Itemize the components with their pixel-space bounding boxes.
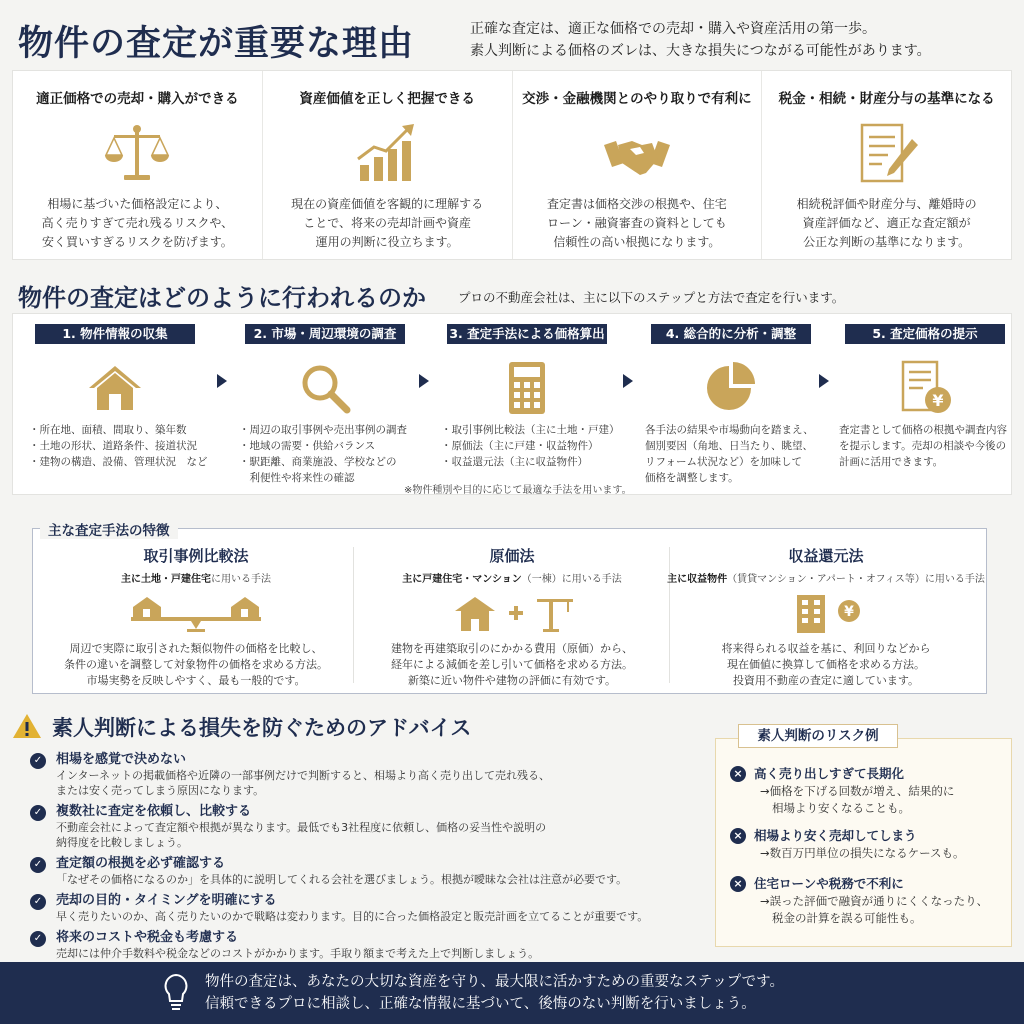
step-line: ・所在地、面積、間取り、築年数 bbox=[29, 424, 187, 436]
risk-title: 住宅ローンや税務で不利に bbox=[754, 876, 904, 891]
reasons-panel bbox=[12, 70, 1012, 260]
reason-line: 信頼性の高い根拠になります。 bbox=[553, 235, 721, 249]
reason-line: 相場に基づいた価格設定により、 bbox=[47, 197, 228, 211]
reason-line: 安く買いすぎるリスクを防げます。 bbox=[41, 235, 233, 249]
process-note: プロの不動産会社は、主に以下のステップと方法で査定を行います。 bbox=[458, 290, 845, 305]
process-step bbox=[227, 314, 423, 494]
page-title: 物件の査定が重要な理由 bbox=[18, 23, 415, 64]
method-subtitle-bold: 主に戸建住宅・マンション bbox=[402, 574, 522, 585]
step-line: 利便性や将来性の確認 bbox=[239, 472, 355, 484]
advice-text bbox=[56, 820, 710, 850]
reason-card bbox=[263, 71, 513, 259]
advice-line: 早く売りたいのか、高く売りたいのかで戦略は変わります。目的に合った価格設定と販売計画を立てることが重要です。 bbox=[56, 910, 649, 923]
document-pen-icon bbox=[852, 119, 922, 189]
reason-line: 相続税評価や財産分与、離婚時の bbox=[796, 197, 977, 211]
step-line: 各手法の結果や市場動向を踏まえ、 bbox=[645, 424, 814, 436]
advice-text bbox=[56, 909, 710, 924]
advice-title: 将来のコストや税金も考慮する bbox=[56, 930, 239, 945]
method-card bbox=[37, 545, 355, 689]
risk-text bbox=[730, 783, 1001, 817]
risk-item bbox=[730, 827, 1001, 862]
step-line: ・原価法（主に戸建・収益物件） bbox=[441, 440, 599, 452]
header-intro bbox=[470, 18, 931, 62]
advice-title: 相場を感覚で決めない bbox=[56, 752, 187, 767]
step-title: 2. 市場・周辺環境の調査 bbox=[245, 324, 405, 344]
check-icon: ✓ bbox=[30, 805, 46, 821]
process-step bbox=[429, 314, 625, 494]
reason-line: 査定書は価格交渉の根拠や、住宅 bbox=[546, 197, 727, 211]
method-line: 投資用不動産の査定に適しています。 bbox=[732, 674, 920, 687]
step-line: ・駅距離、商業施設、学校などの bbox=[239, 456, 397, 468]
page-header bbox=[18, 10, 1008, 66]
step-title: 5. 査定価格の提示 bbox=[845, 324, 1005, 344]
risk-line: 相場より安くなることも。 bbox=[772, 801, 910, 815]
step-arrow-icon bbox=[623, 374, 633, 388]
advice-line: 不動産会社によって査定額や根拠が異なります。最低でも3社程度に依頼し、価格の妥当性や説明の bbox=[56, 821, 547, 834]
step-text bbox=[645, 422, 823, 486]
scale-icon bbox=[102, 119, 172, 189]
lightbulb-icon bbox=[160, 972, 192, 1014]
methods-panel bbox=[32, 528, 987, 694]
step-line: ・土地の形状、道路条件、接道状況 bbox=[29, 440, 197, 452]
reason-line: 高く売りすぎて売れ残るリスクや、 bbox=[41, 216, 234, 230]
reason-title: 税金・相続・財産分与の基準になる bbox=[778, 91, 995, 107]
step-line: ・建物の構造、設備、管理状況 など bbox=[29, 456, 208, 468]
step-line: 個別要因（角地、日当たり、眺望、 bbox=[645, 440, 813, 452]
method-line: 周辺で実際に取引された類似物件の価格を比較し、 bbox=[69, 642, 323, 655]
method-line: 条件の違いを調整して対象物件の価格を求める方法。 bbox=[64, 658, 328, 671]
house-plus-crane-icon bbox=[437, 593, 587, 633]
step-line: リフォーム状況など）を加味して bbox=[645, 456, 802, 468]
risk-title: 相場より安く売却してしまう bbox=[754, 828, 917, 843]
method-subtitle bbox=[353, 570, 671, 585]
cross-icon: × bbox=[730, 766, 746, 782]
step-title: 1. 物件情報の収集 bbox=[35, 324, 195, 344]
footer-line-1: 物件の査定は、あなたの大切な資産を守り、最大限に活かすための重要なステップです。 bbox=[205, 974, 784, 990]
advice-item bbox=[30, 804, 710, 850]
magnifier-icon bbox=[295, 358, 355, 418]
advice-text bbox=[56, 768, 710, 798]
step-line: ・周辺の取引事例や売出事例の調査 bbox=[239, 424, 407, 436]
cross-icon: × bbox=[730, 876, 746, 892]
advice-item bbox=[30, 930, 710, 961]
risk-title: 高く売り出しすぎて長期化 bbox=[754, 766, 905, 781]
intro-line-1: 正確な査定は、適正な価格での売却・購入や資産活用の第一歩。 bbox=[470, 21, 876, 37]
reason-line: 公正な判断の基準になります。 bbox=[803, 235, 971, 249]
advice-line: または安く売ってしまう原因になります。 bbox=[56, 784, 265, 797]
method-title: 原価法 bbox=[489, 547, 535, 565]
step-line: 計画に活用できます。 bbox=[839, 456, 944, 468]
footer-text bbox=[205, 971, 784, 1015]
house-icon bbox=[85, 358, 145, 418]
method-line: 新築に近い物件や建物の評価に有効です。 bbox=[407, 674, 617, 687]
methods-label: 主な査定手法の特徴 bbox=[40, 519, 178, 539]
risk-item bbox=[730, 875, 1001, 927]
check-icon: ✓ bbox=[30, 753, 46, 769]
risk-line: →価格を下げる回数が増え、結果的に bbox=[760, 784, 955, 798]
advice-line: 売却には仲介手数料や税金などのコストがかかります。手取り額まで考えた上で判断しましょう。 bbox=[56, 947, 540, 960]
process-heading: 物件の査定はどのように行われるのか bbox=[18, 283, 426, 312]
reason-line: 現在の資産価値を客観的に理解する bbox=[291, 197, 484, 211]
step-arrow-icon bbox=[217, 374, 227, 388]
risk-text bbox=[730, 893, 1001, 927]
advice-item bbox=[30, 893, 710, 924]
footer-line-2: 信頼できるプロに相談し、正確な情報に基づいて、後悔のない判断を行いましょう。 bbox=[205, 996, 756, 1012]
advice-line: 「なぜその価格になるのか」を具体的に説明してくれる会社を選びましょう。根拠が曖昧な会社は注意が必要です。 bbox=[56, 873, 628, 886]
method-card bbox=[353, 545, 671, 689]
risk-text bbox=[730, 845, 1001, 862]
check-icon: ✓ bbox=[30, 857, 46, 873]
method-text bbox=[667, 641, 985, 689]
balance-houses-icon bbox=[121, 593, 271, 633]
reason-card bbox=[762, 71, 1011, 259]
risk-item bbox=[730, 765, 1001, 817]
method-line: 現在価値に換算して価格を求める方法。 bbox=[727, 658, 925, 671]
growth-chart-icon bbox=[352, 119, 422, 189]
step-text bbox=[441, 422, 619, 470]
svg-text:¥: ¥ bbox=[932, 391, 944, 410]
intro-line-2: 素人判断による価格のズレは、大きな損失につながる可能性があります。 bbox=[470, 43, 931, 59]
method-line: 建物を再建築取引のにかかる費用（原価）から、 bbox=[391, 642, 633, 655]
method-subtitle-bold: 主に収益物件 bbox=[667, 574, 728, 585]
method-subtitle bbox=[37, 570, 355, 585]
step-title: 3. 査定手法による価格算出 bbox=[447, 324, 607, 344]
method-subtitle-rest: （一棟）に用いる手法 bbox=[521, 574, 622, 585]
process-step bbox=[633, 314, 829, 494]
process-panel bbox=[12, 313, 1012, 495]
method-subtitle-rest: に用いる手法 bbox=[211, 574, 271, 585]
step-line: ・取引事例比較法（主に土地・戸建） bbox=[441, 424, 620, 436]
reason-line: ことで、将来の売却計画や資産 bbox=[303, 216, 471, 230]
step-title: 4. 総合的に分析・調整 bbox=[651, 324, 811, 344]
yen-report-icon bbox=[895, 358, 955, 418]
reason-text bbox=[772, 195, 1001, 252]
advice-title: 査定額の根拠を必ず確認する bbox=[56, 856, 226, 871]
step-line: を提示します。売却の相談や今後の bbox=[839, 440, 1007, 452]
reason-line: 運用の判断に役立ちます。 bbox=[315, 235, 459, 249]
step-line: 価格を調整します。 bbox=[645, 472, 739, 484]
step-text bbox=[839, 422, 1017, 470]
method-subtitle-bold: 主に土地・戸建住宅 bbox=[121, 574, 211, 585]
step-text bbox=[239, 422, 417, 486]
pie-chart-icon bbox=[701, 358, 761, 418]
calculator-icon bbox=[497, 358, 557, 418]
method-title: 取引事例比較法 bbox=[143, 547, 249, 565]
step-arrow-icon bbox=[419, 374, 429, 388]
advice-title: 売却の目的・タイミングを明確にする bbox=[56, 893, 277, 908]
method-text bbox=[37, 641, 355, 689]
advice-heading: 素人判断による損失を防ぐためのアドバイス bbox=[52, 715, 472, 740]
warning-icon bbox=[12, 712, 42, 740]
reason-line: ローン・融資審査の資料としても bbox=[546, 216, 727, 230]
reason-title: 資産価値を正しく把握できる bbox=[299, 91, 475, 107]
process-step bbox=[17, 314, 213, 494]
svg-text:¥: ¥ bbox=[844, 604, 854, 620]
method-subtitle-rest: （賃貸マンション・アパート・オフィス等）に用いる手法 bbox=[727, 574, 985, 585]
risk-label: 素人判断のリスク例 bbox=[738, 724, 898, 748]
advice-line: 納得度を比較しましょう。 bbox=[56, 836, 188, 849]
process-step bbox=[827, 314, 1023, 494]
advice-item bbox=[30, 752, 710, 798]
risk-line: →数百万円単位の損失になるケースも。 bbox=[760, 846, 965, 860]
risk-box bbox=[715, 738, 1012, 947]
check-icon: ✓ bbox=[30, 894, 46, 910]
risk-line: 税金の計算を誤る可能性も。 bbox=[772, 911, 922, 925]
advice-list bbox=[30, 752, 710, 967]
step-line: 査定書として価格の根拠や調査内容 bbox=[839, 424, 1007, 436]
advice-title: 複数社に査定を依頼し、比較する bbox=[56, 804, 252, 819]
risk-line: →誤った評価で融資が通りにくくなったり、 bbox=[760, 894, 989, 908]
reason-text bbox=[23, 195, 252, 252]
cross-icon: × bbox=[730, 828, 746, 844]
reason-card bbox=[13, 71, 263, 259]
method-card bbox=[667, 545, 985, 689]
reason-line: 資産評価など、適正な査定額が bbox=[802, 216, 971, 230]
step-line: ・地域の需要・供給バランス bbox=[239, 440, 376, 452]
reason-text bbox=[273, 195, 502, 252]
advice-item bbox=[30, 856, 710, 887]
reason-title: 適正価格での売却・購入ができる bbox=[36, 91, 239, 107]
process-footnote: ※物件種別や目的に応じて最適な手法を用います。 bbox=[404, 485, 632, 496]
advice-text bbox=[56, 946, 710, 961]
method-line: 将来得られる収益を基に、利回りなどから bbox=[721, 642, 931, 655]
advice-line: インターネットの掲載価格や近隣の一部事例だけで判断すると、相場より高く売り出して売れ残る、 bbox=[56, 769, 551, 782]
step-text bbox=[29, 422, 207, 470]
step-line: ・収益還元法（主に収益物件） bbox=[441, 456, 588, 468]
advice-text bbox=[56, 872, 710, 887]
reason-title: 交渉・金融機関とのやり取りで有利に bbox=[522, 91, 752, 107]
handshake-icon bbox=[602, 119, 672, 189]
building-yen-icon bbox=[751, 593, 901, 633]
method-line: 経年による減価を差し引いて価格を求める方法。 bbox=[391, 658, 633, 671]
reason-card bbox=[513, 71, 763, 259]
method-title: 収益還元法 bbox=[788, 547, 864, 565]
footer-banner bbox=[0, 962, 1024, 1024]
check-icon: ✓ bbox=[30, 931, 46, 947]
method-subtitle bbox=[667, 570, 985, 585]
method-text bbox=[353, 641, 671, 689]
method-line: 市場実勢を反映しやすく、最も一般的です。 bbox=[86, 674, 306, 687]
reason-text bbox=[523, 195, 752, 252]
